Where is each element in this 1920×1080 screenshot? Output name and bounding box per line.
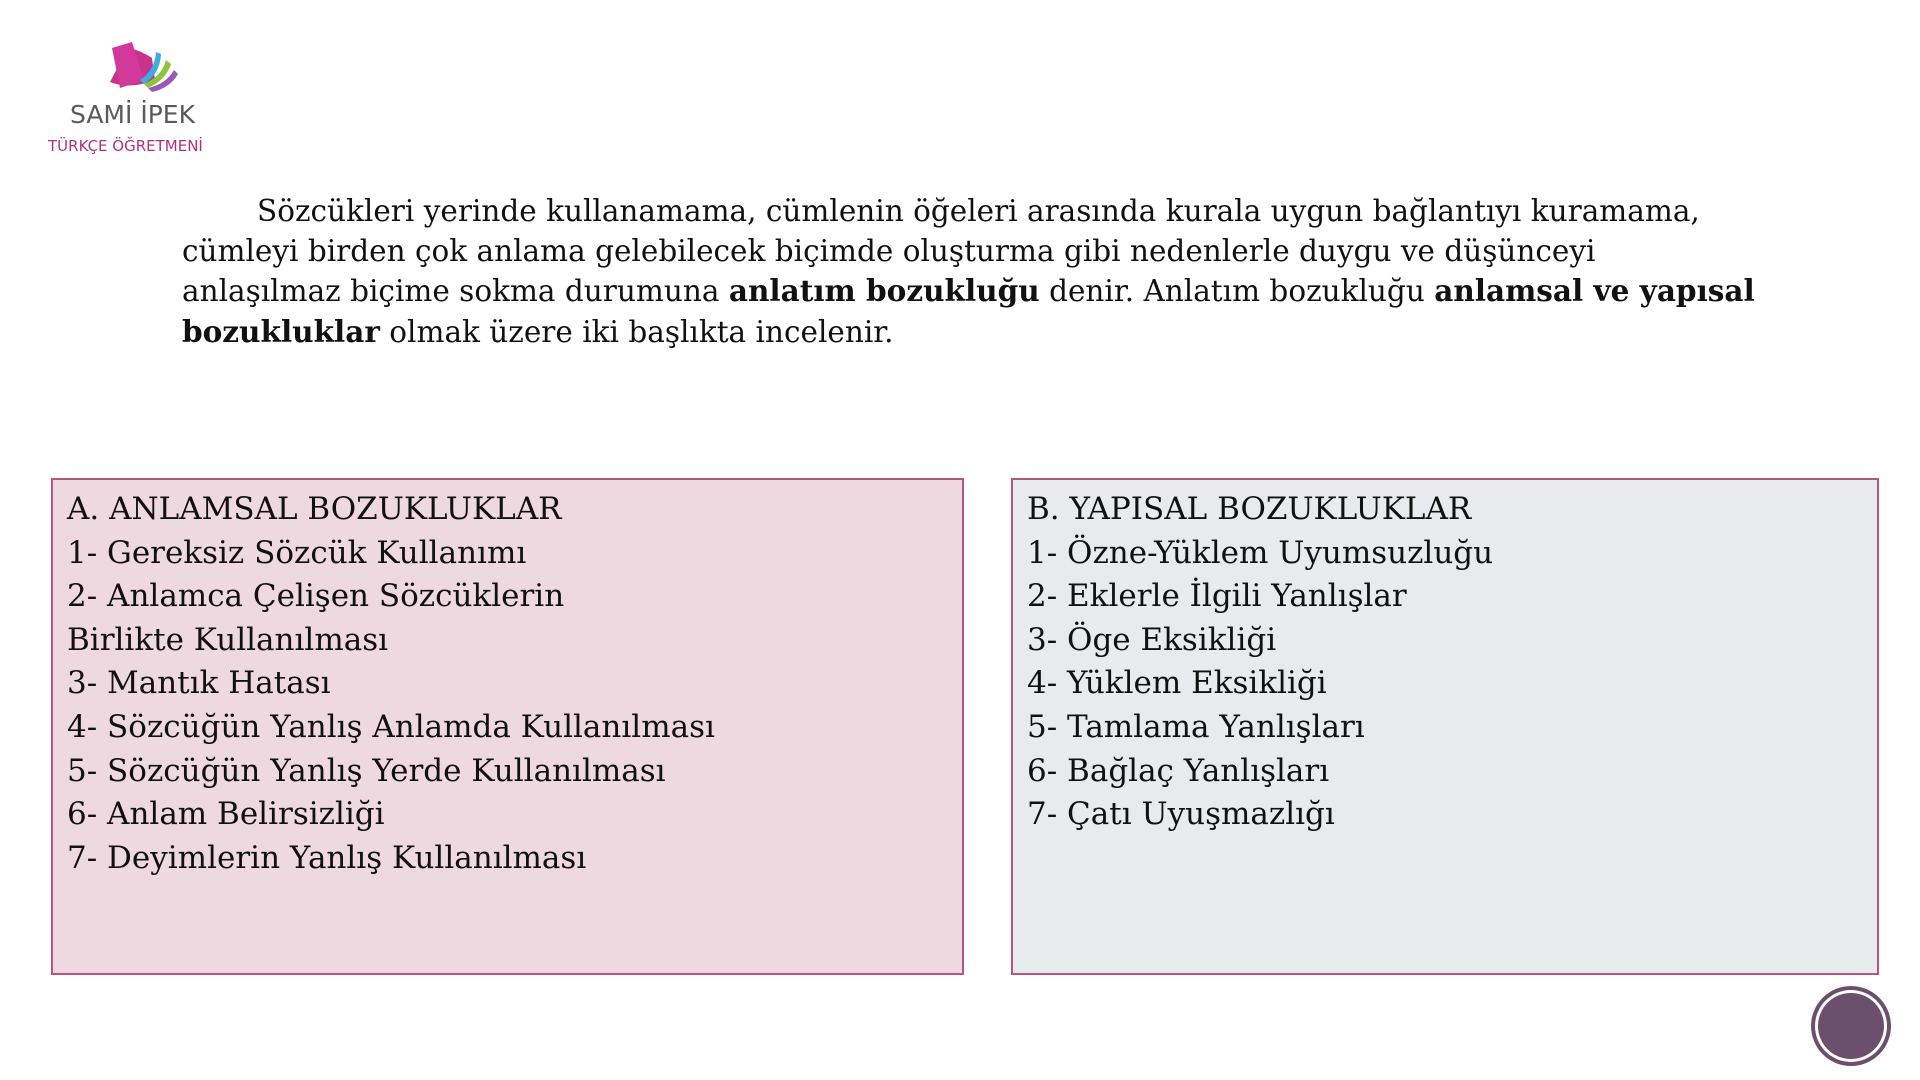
- list-item: 3- Öge Eksikliği: [1027, 621, 1277, 658]
- logo: [40, 40, 230, 160]
- list-item: 5- Tamlama Yanlışları: [1027, 708, 1365, 745]
- list-item: 6- Anlam Belirsizliği: [67, 796, 385, 833]
- list-item: 6- Bağlaç Yanlışları: [1027, 752, 1330, 789]
- box-title: A. ANLAMSAL BOZUKLUKLAR: [67, 491, 562, 527]
- intro-bold-term: anlamsal ve yapısal bozukluklar: [182, 273, 1755, 349]
- list-item: 5- Sözcüğün Yanlış Yerde Kullanılması: [67, 752, 666, 789]
- list-item: 2- Eklerle İlgili Yanlışlar: [1027, 578, 1407, 615]
- decorative-circle-icon: [1815, 990, 1887, 1062]
- list-item: 4- Sözcüğün Yanlış Anlamda Kullanılması: [67, 708, 715, 745]
- intro-text: denir. Anlatım bozukluğu: [1039, 274, 1435, 308]
- intro-paragraph: [182, 192, 1762, 352]
- list-item: 2- Anlamca Çelişen Sözcüklerin Birlikte Kullanılması: [67, 578, 565, 658]
- box-title: B. YAPISAL BOZUKLUKLAR: [1027, 491, 1472, 527]
- logo-subtitle: TÜRKÇE ÖĞRETMENİ: [48, 137, 203, 155]
- intro-text: olmak üzere iki başlıkta incelenir.: [379, 314, 894, 349]
- intro-text: Sözcükleri yerinde kullanamama, cümlenin öğeleri arasında kurala uygun bağlantıyı kuramama, cümleyi birden çok anlama gelebilecek biçimde oluşturma gibi nedenlerle duygu ve düşünceyi anlaşılmaz biçime sokma durumuna: [182, 194, 1700, 308]
- list-item: 1- Gereksiz Sözcük Kullanımı: [67, 534, 527, 571]
- list-item: 7- Çatı Uyuşmazlığı: [1027, 796, 1335, 833]
- list-item: 4- Yüklem Eksikliği: [1027, 665, 1327, 702]
- structural-errors-box: [1011, 478, 1879, 975]
- list-item: 3- Mantık Hatası: [67, 665, 331, 702]
- list-item: 7- Deyimlerin Yanlış Kullanılması: [67, 839, 587, 876]
- semantic-errors-box: [51, 478, 964, 975]
- list-item: 1- Özne-Yüklem Uyumsuzluğu: [1027, 534, 1494, 571]
- logo-name: SAMİ İPEK: [70, 100, 195, 129]
- intro-bold-term: anlatım bozukluğu: [728, 273, 1040, 308]
